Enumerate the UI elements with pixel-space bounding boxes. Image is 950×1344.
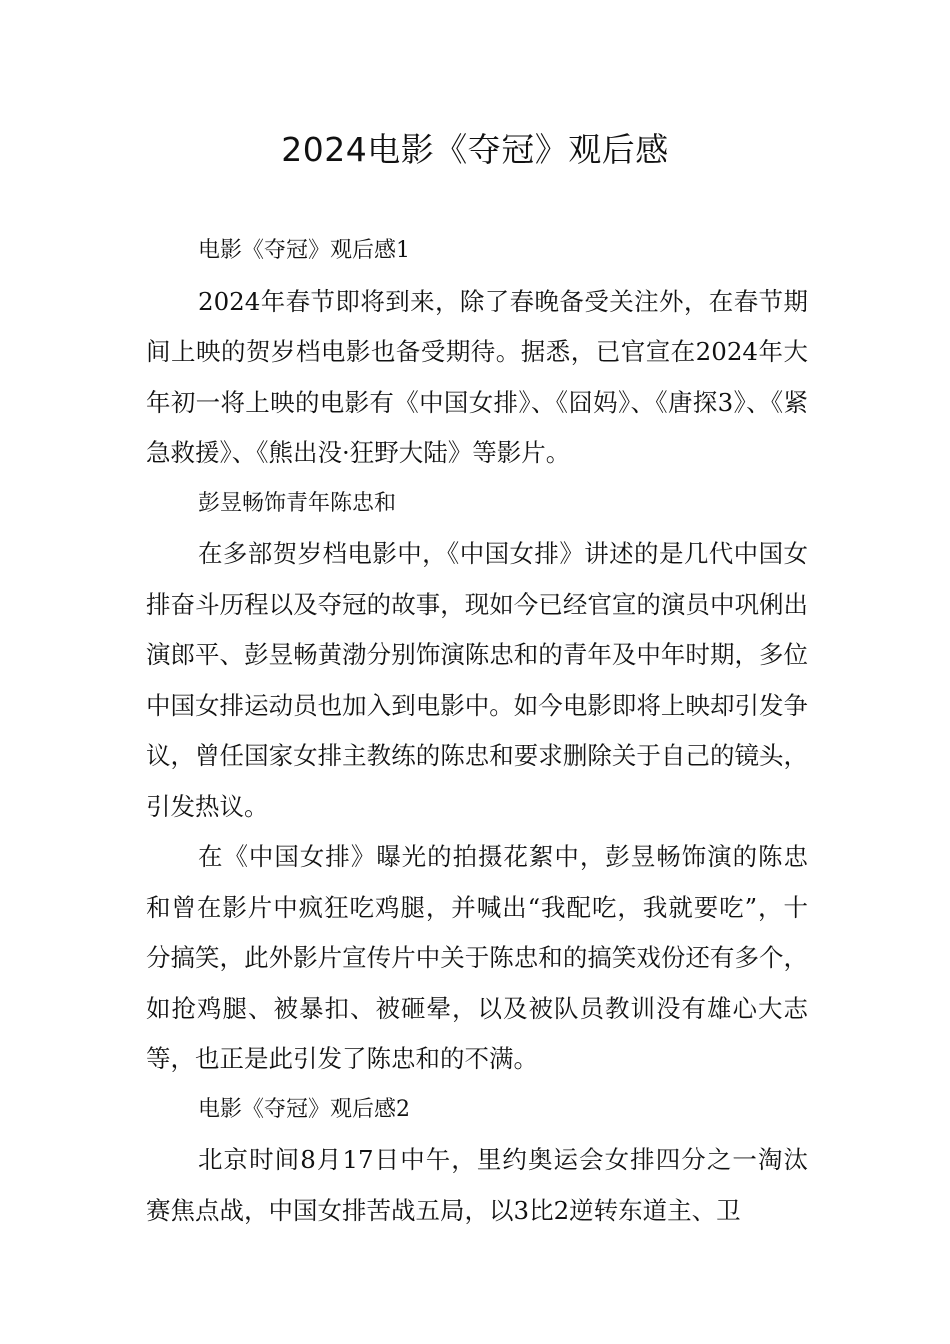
paragraph: 2024年春节即将到来，除了春晚备受关注外，在春节期间上映的贺岁档电影也备受期待。据悉，已官宣在2024年大年初一将上映的电影有《中国女排》、《囧妈》、《唐探3》、《紧急救援》、《熊出没·狂野大陆》等影片。 xyxy=(146,286,808,467)
paragraph: 北京时间8月17日中午，里约奥运会女排四分之一淘汰赛焦点战，中国女排苦战五局，以3比2逆转东道主、卫 xyxy=(146,1145,808,1225)
paragraph: 在多部贺岁档电影中，《中国女排》讲述的是几代中国女排奋斗历程以及夺冠的故事，现如今已经官宣的演员中巩俐出演郎平、彭昱畅黄渤分别饰演陈忠和的青年及中年时期，多位中国女排运动员也加入到电影中。如今电影即将上映却引发争议，曾任国家女排主教练的陈忠和要求删除关于自己的镜头，引发热议。 xyxy=(146,539,808,821)
section-heading-1: 电影《夺冠》观后感1 xyxy=(198,238,410,263)
section-heading-2: 电影《夺冠》观后感2 xyxy=(198,1096,410,1122)
paragraph: 在《中国女排》曝光的拍摄花絮中，彭昱畅饰演的陈忠和曾在影片中疯狂吃鸡腿，并喊出“我配吃，我就要吃”，十分搞笑，此外影片宣传片中关于陈忠和的搞笑戏份还有多个，如抢鸡腿、被暴扣、被砸晕，以及被队员教训没有雄心大志等，也正是此引发了陈忠和的不满。 xyxy=(146,842,808,1073)
document-body xyxy=(146,226,808,1236)
subheading: 彭昱畅饰青年陈忠和 xyxy=(198,490,397,516)
document-title: 2024电影《夺冠》观后感 xyxy=(281,130,669,169)
